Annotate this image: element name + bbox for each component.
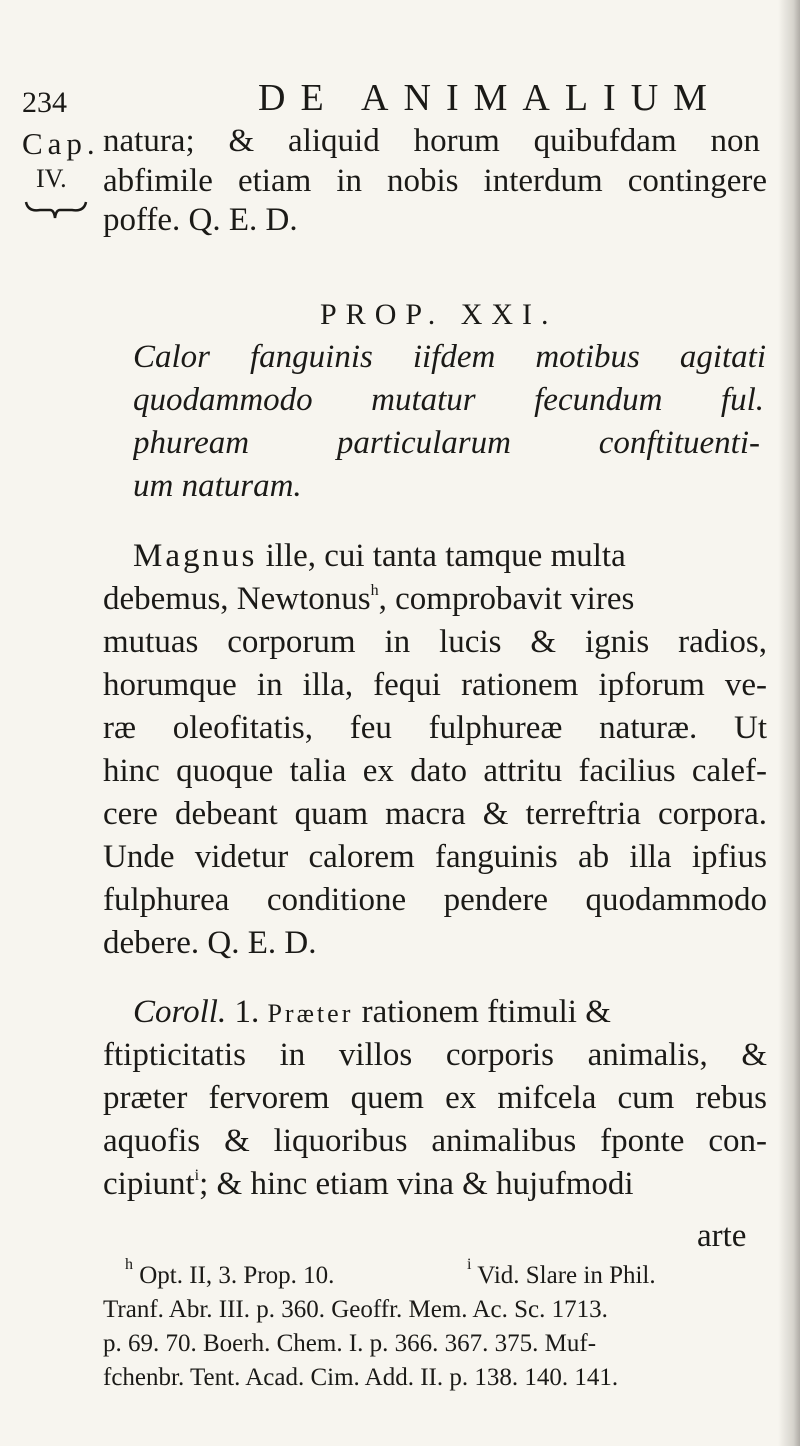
footnote-text: Opt. II, 3. Prop. 10. <box>139 1262 335 1289</box>
paragraph-first-line <box>133 538 626 575</box>
footnote-line: p. 69. 70. Boerh. Chem. I. p. 366. 367. 375. Muf- <box>103 1330 597 1357</box>
text-line: præter fervorem quem ex mifcela cum rebus <box>103 1080 767 1116</box>
footnote-text: Vid. Slare in Phil. <box>477 1262 656 1289</box>
text-line: abfimile etiam in nobis interdum contingere <box>103 163 767 199</box>
margin-brace-icon <box>24 198 88 220</box>
text-line: cere debeant quam macra & terreftria corpora. <box>103 796 767 832</box>
text-line: fulphurea conditione pendere quodammodo <box>103 882 767 918</box>
text-fragment: , comprobavit vires <box>378 581 635 617</box>
proposition-heading: PROP. XXI. <box>320 298 558 331</box>
footnote-marker: i <box>194 1167 200 1184</box>
proposition-line: phuream particularum conftituenti- <box>133 425 760 461</box>
proposition-line: Calor fanguinis iifdem motibus agitati <box>133 339 766 375</box>
footnote-h <box>125 1256 335 1290</box>
text-line <box>103 1166 634 1203</box>
footnote-mark: i <box>467 1256 472 1273</box>
footnote-marker: h <box>370 582 379 599</box>
proposition-line: um naturam. <box>133 468 302 504</box>
corollary-first-word: Præter <box>267 999 354 1028</box>
text-line: poffe. Q. E. D. <box>103 202 298 238</box>
text-line: hinc quoque talia ex dato attritu facilius calef- <box>103 753 767 789</box>
catchword: arte <box>697 1218 747 1254</box>
paragraph-first-word: Magnus <box>133 538 258 574</box>
text-line: horumque in illa, fequi rationem ipforum ve- <box>103 667 767 703</box>
text-fragment: rationem ftimuli & <box>361 994 611 1030</box>
text-line: mutuas corporum in lucis & ignis radios, <box>103 624 767 660</box>
text-fragment: ; & hinc etiam vina & hujufmodi <box>199 1166 634 1202</box>
text-fragment: cipiunt <box>103 1166 195 1202</box>
footnote-i <box>467 1256 656 1290</box>
text-line: ftipticitatis in villos corporis animalis, & <box>103 1037 767 1073</box>
footnote-line: fchenbr. Tent. Acad. Cim. Add. II. p. 138. 140. 141. <box>103 1364 619 1391</box>
text-fragment: ille, cui tanta tamque multa <box>265 538 626 574</box>
text-line: Unde videtur calorem fanguinis ab illa ipfius <box>103 839 767 875</box>
text-line: debere. Q. E. D. <box>103 925 317 961</box>
page-number: 234 <box>22 86 67 119</box>
text-line: natura; & aliquid horum quibufdam non <box>103 123 760 159</box>
corollary-first-line <box>133 994 611 1031</box>
proposition-line: quodammodo mutatur fecundum ful. <box>133 382 764 418</box>
corollary-label: Coroll. <box>133 994 227 1030</box>
running-title: DE ANIMALIUM <box>258 77 722 119</box>
chapter-number: IV. <box>36 164 67 193</box>
text-line: ræ oleofitatis, feu fulphureæ naturæ. Ut <box>103 710 767 746</box>
page-edge-shadow <box>778 0 800 1446</box>
text-line: aquofis & liquoribus animalibus fponte con- <box>103 1123 767 1159</box>
corollary-number: 1. <box>234 994 260 1030</box>
text-fragment: debemus, Newtonus <box>103 581 371 617</box>
chapter-label: Cap. <box>22 126 100 161</box>
footnote-mark: h <box>125 1256 133 1273</box>
footnote-line: Tranf. Abr. III. p. 360. Geoffr. Mem. Ac. Sc. 1713. <box>103 1296 608 1323</box>
text-line <box>103 581 634 618</box>
